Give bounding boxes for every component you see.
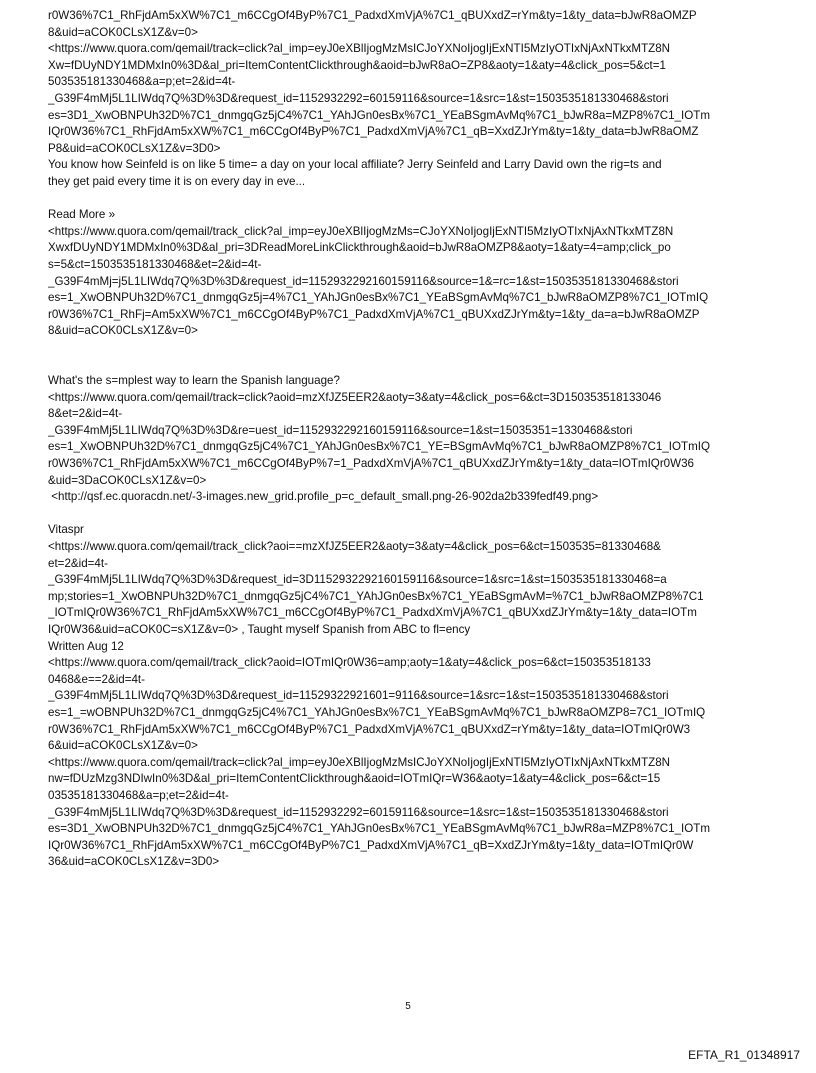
text-line: 8&uid=aCOK0CLsX1Z&v=0> [48,324,198,338]
text-line: <https://www.quora.com/qemail/track=click?al_imp=eyJ0eXBlIjogMzMsICJoYXNoIjogIjExNTI5MzIyOTIxNjAxNTkxMTZ8N [48,755,671,769]
text-line: r0W36%7C1_RhFj=Am5xXW%7C1_m6CCgOf4ByP%7C1_PadxdXmVjA%7C1_qBUXxdZJrYm&ty=1&ty_da=a=bJwR8aOMZP [48,307,700,321]
text-line: <https://www.quora.com/qemail/track_click?aoi==mzXfJZ5EER2&aoty=3&aty=4&click_pos=6&ct=1503535=81330468& [48,540,661,553]
spacer [48,340,770,373]
text-line: r0W36%7C1_RhFjdAm5xXW%7C1_m6CCgOf4ByP%7=1_PadxdXmVjA%7C1_qBUXxdZJrYm&ty=1&ty_data=IOTmIQr0W36 [48,457,694,471]
question-section [48,373,770,506]
page-number: 5 [405,1001,411,1012]
text-line: mp;stories=1_XwOBNPUh32D%7C1_dnmgqGz5jC4%7C1_YAhJGn0esBx%7C1_YEaBSgmAvM=%7C1_bJwR8aOMZP8%7C1 [48,589,704,603]
text-line: XwxfDUyNDY1MDMxIn0%3D&al_pri=3DReadMoreLinkClickthrough&aoid=bJwR8aOMZP8&aoty=1&aty=4=amp;click_po [48,241,671,255]
text-line: <https://www.quora.com/qemail/track=click?aoid=mzXfJZ5EER2&aoty=3&aty=4&click_pos=6&ct=3D150353518133046 [48,390,662,404]
text-line: _G39F4mMj=j5L1LIWdq7Q%3D%3D&request_id=1152932292160159116&source=1&=rc=1&st=1503535181330468&stori [48,274,679,288]
text-line: _G39F4mMj5L1LIWdq7Q%3D%3D&request_id=1152932292=60159116&source=1&src=1&st=1503535181330468&stori [48,91,669,105]
answer-section [48,522,770,870]
read-more-link[interactable]: Read More » [48,208,116,222]
text-line: et=2&id=4t- [48,556,108,570]
text-line: _G39F4mMj5L1LIWdq7Q%3D%3D&re=uest_id=1152932292160159116&source=1&st=15035351=1330468&stori [48,423,633,437]
text-line: 36&uid=aCOK0CLsX1Z&v=3D0> [48,855,220,869]
spacer [48,191,770,208]
author-name: Vitaspr [48,523,84,537]
text-line: r0W36%7C1_RhFjdAm5xXW%7C1_m6CCgOf4ByP%7C1_PadxdXmVjA%7C1_qBUXxdZ=rYm&ty=1&ty_data=bJwR8aOMZP [48,9,697,22]
document-body [48,8,770,871]
text-line: es=3D1_XwOBNPUh32D%7C1_dnmgqGz5jC4%7C1_YAhJGn0esBx%7C1_YEaBSgmAvMq%7C1_bJwR8a=MZP8%7C1_IOTm [48,822,711,836]
text-line: <https://www.quora.com/qemail/track_click?al_imp=eyJ0eXBlIjogMzMs=CJoYXNoIjogIjExNTI5MzIyOTIxNjAxNTkxMTZ8N [48,224,674,238]
text-line: <https://www.quora.com/qemail/track=click?al_imp=eyJ0eXBlIjogMzMsICJoYXNoIjogIjExNTI5MzIyOTIxNjAxNTkxMTZ8N [48,42,671,56]
text-line: _G39F4mMj5L1LIWdq7Q%3D%3D&request_id=11529322921601=9116&source=1&src=1&st=1503535181330468&stori [48,689,669,703]
intro-section [48,8,770,191]
text-line: es=1_XwOBNPUh32D%7C1_dnmgqGz5jC4%7C1_YAhJGn0esBx%7C1_YE=BSgmAvMq%7C1_bJwR8aOMZP8%7C1_IOTmIQ [48,440,711,454]
text-line: 503535181330468&a=p;et=2&id=4t- [48,75,236,89]
text-line: _G39F4mMj5L1LIWdq7Q%3D%3D&request_id=1152932292=60159116&source=1&src=1&st=1503535181330468&stori [48,805,669,819]
text-line: IQr0W36%7C1_RhFjdAm5xXW%7C1_m6CCgOf4ByP%7C1_PadxdXmVjA%7C1_qB=XxdZJrYm&ty=1&ty_data=bJwR8aOMZ [48,125,699,139]
text-line: <https://www.quora.com/qemail/track_click?aoid=IOTmIQr0W36=amp;aoty=1&aty=4&click_pos=6&ct=150353518133 [48,656,651,670]
text-line: 8&et=2&id=4t- [48,407,123,421]
text-line: IQr0W36%7C1_RhFjdAm5xXW%7C1_m6CCgOf4ByP%7C1_PadxdXmVjA%7C1_qB=XxdZJrYm&ty=1&ty_data=IOTmIQr0W [48,838,694,852]
bates-number: EFTA_R1_01348917 [688,1048,800,1062]
text-line: nw=fDUzMzg3NDIwIn0%3D&al_pri=ItemContentClickthrough&aoid=IOTmIQr=W36&aoty=1&aty=4&click_pos=6&ct=15 [48,772,661,786]
text-line: You know how Seinfeld is on like 5 time= a day on your local affiliate? Jerry Seinfeld and Larry David own the rig=ts and [48,158,662,172]
text-line: s=5&ct=1503535181330468&et=2&id=4t- [48,257,262,271]
text-line: 6&uid=aCOK0CLsX1Z&v=0> [48,739,198,753]
text-line: es=1_=wOBNPUh32D%7C1_dnmgqGz5jC4%7C1_YAhJGn0esBx%7C1_YEaBSgmAvMq%7C1_bJwR8aOMZP8=7C1_IOTmIQ [48,705,706,719]
text-line: <http://qsf.ec.quoracdn.net/-3-images.new_grid.profile_p=c_default_small.png-26-902da2b339fedf49.png> [48,490,599,504]
text-line: es=1_XwOBNPUh32D%7C1_dnmgqGz5j=4%7C1_YAhJGn0esBx%7C1_YEaBSgmAvMq%7C1_bJwR8aOMZP8%7C1_IOTmIQ [48,291,709,305]
text-line: 8&uid=aCOK0CLsX1Z&v=0> [48,25,198,39]
text-line: _IOTmIQr0W36%7C1_RhFjdAm5xXW%7C1_m6CCgOf4ByP%7C1_PadxdXmVjA%7C1_qBUXxdZJrYm&ty=1&ty_data=IOTm [48,606,697,620]
text-line: P8&uid=aCOK0CLsX1Z&v=3D0> [48,141,221,155]
text-line: 0468&e==2&id=4t- [48,672,146,686]
text-line: 03535181330468&a=p;et=2&id=4t- [48,788,229,802]
text-line: &uid=3DaCOK0CLsX1Z&v=0> [48,473,207,487]
read-more-section [48,207,770,340]
text-line: IQr0W36&uid=aCOK0C=sX1Z&v=0> , Taught myself Spanish from ABC to fl=ency [48,622,471,636]
text-line: _G39F4mMj5L1LIWdq7Q%3D%3D&request_id=3D1152932292160159116&source=1&src=1&st=1503535181330468=a [48,573,667,587]
text-line: Xw=fDUyNDY1MDMxIn0%3D&al_pri=ItemContentClickthrough&aoid=bJwR8aO=ZP8&aoty=1&aty=4&click_pos=5&ct=1 [48,58,666,72]
text-line: they get paid every time it is on every day in eve... [48,174,306,188]
written-date: Written Aug 12 [48,639,124,653]
text-line: r0W36%7C1_RhFjdAm5xXW%7C1_m6CCgOf4ByP%7C1_PadxdXmVjA%7C1_qBUXxdZ=rYm&ty=1&ty_data=IOTmIQr0W3 [48,722,691,736]
question-title: What's the s=mplest way to learn the Spanish language? [48,374,340,388]
spacer [48,506,770,523]
text-line: es=3D1_XwOBNPUh32D%7C1_dnmgqGz5jC4%7C1_YAhJGn0esBx%7C1_YEaBSgmAvMq%7C1_bJwR8a=MZP8%7C1_IOTm [48,108,711,122]
